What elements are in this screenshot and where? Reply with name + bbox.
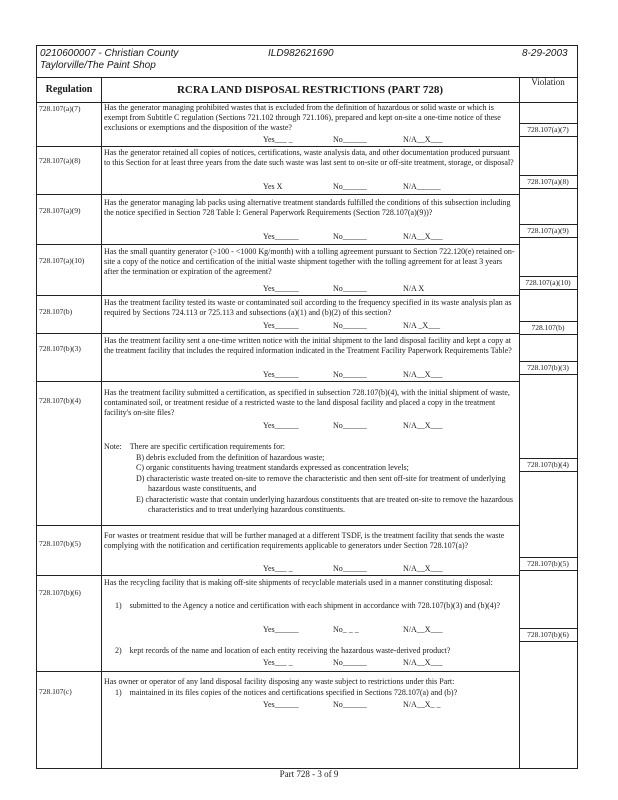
answer-no[interactable]: No_ _ _ [333,625,359,634]
answer-na[interactable]: N/A__X___ [403,564,443,573]
sub-number: 1) [115,688,122,697]
regulation-cite: 728.107(b)(3) [39,344,81,353]
question-text: Has the treatment facility submitted a certification, as specified in subsection 728.107(b)(4), with the initial shipment of waste, contaminated soil, or treatment residue of a restricted waste to the land disposal facility and placed a copy in the treatment facility's on-site files? [104,388,510,417]
question-text: Has the generator retained all copies of notices, certifications, waste analysis data, and other documentation produced pursuant to this Section for at least three years from the date such waste was last sent to on-site or off-site treatment, storage, or disposal? [104,148,514,167]
row-rule [37,244,519,245]
violation-cell[interactable]: 728.107(a)(7) [519,123,577,137]
regulation-table [36,77,578,769]
question-text: Has the generator managing lab packs using alternative treatment standards fulfilled the conditions of this subsection including the notice specified in Section 728 Table I: General Paperwork Requirements (Section 728.107(a)(9))? [104,198,511,217]
regulation-cite: 728.107(a)(10) [39,256,85,265]
row-rule [37,333,519,334]
question-text: Has the treatment facility sent a one-time written notice with the initial shipment to the land disposal facility and kept a copy at the treatment facility that includes the required information indicated in the Treatment Facility Paperwork Requirements Table? [104,336,512,355]
question-text: Has the recycling facility that is making off-site shipments of recyclable materials used in a manner constituting disposal: [104,578,493,587]
row-rule [37,671,519,672]
regulation-cite: 728.107(b)(6) [39,588,81,597]
question-text: Has owner or operator of any land disposal facility disposing any waste subject to restrictions under this Part: [104,677,455,686]
sub-text: maintained in its files copies of the notices and certifications specified in Sections 728.107(a) and (b)? [129,688,458,697]
facility-name: Taylorville/The Paint Shop [40,60,156,71]
answer-yes[interactable]: Yes______ [263,284,299,293]
regulation-cite: 728.107(c) [39,687,72,696]
note-item: D) characteristic waste treated on-site to remove the characteristic and then sent off-site for treatment of underlying hazardous waste constituents, and [136,473,506,493]
answer-na[interactable]: N/A__X___ [403,135,443,144]
violation-cell[interactable]: 728.107(a)(8) [519,175,577,189]
sub-text: submitted to the Agency a notice and certification with each shipment in accordance with 728.107(b)(3) and (b)(4)? [129,601,500,610]
row-rule [37,295,519,296]
question-text: Has the treatment facility tested its waste or contaminated soil according to the frequency specified in its waste analysis plan as required by Sections 724.113 or 725.113 and subsections (a)(1) and (b)(2) of this section? [104,298,512,317]
page-footer: Part 728 - 3 of 9 [279,769,339,779]
regulation-cite: 728.107(b) [39,307,73,316]
answer-yes[interactable]: Yes______ [263,232,299,241]
regulation-cite: 728.107(a)(7) [39,104,81,113]
row-rule [37,146,519,147]
sub-number: 1) [115,601,122,610]
question-text: Has the generator managing prohibited wastes that is excluded from the definition of hazardous or solid waste or which is exempt from Subtitle C regulation (Sections 721.102 through 721.106), prepared and kept on-site a one-time notice of these exclusions or exemptions and the disposition of the waste? [104,103,501,132]
note-item: C) organic constituents having treatment standards expressed as concentration levels; [136,463,409,472]
row-rule [37,575,519,576]
answer-yes[interactable]: Yes X [263,182,283,191]
section-title: RCRA LAND DISPOSAL RESTRICTIONS (PART 728) [176,84,443,96]
answer-no[interactable]: No______ [333,421,367,430]
question-text: Has the small quantity generator (>100 - <1000 Kg/month) with a tolling agreement pursuant to Section 722.120(e) retained on-site a copy of the notice and certification of the initial waste shipment together with the tolling agreement for at least 3 years after the termination or expiration of the agreement? [104,247,515,276]
sub-question [115,688,515,698]
answer-no[interactable]: No______ [333,321,367,330]
answer-no[interactable]: No______ [333,135,367,144]
violation-cell[interactable]: 728.107(a)(9) [519,224,577,238]
row-rule [37,381,519,382]
facility-id: 0210600007 - Christian County [40,48,179,59]
violation-cell[interactable]: 728.107(a)(10) [519,276,577,290]
row-rule [37,525,519,526]
regulation-heading: Regulation [45,84,93,95]
note-item: B) debris excluded from the definition of hazardous waste; [136,452,325,462]
note-label: Note: [104,442,122,451]
col-divider [101,78,102,768]
regulation-cite: 728.107(a)(9) [39,206,81,215]
answer-yes[interactable]: Yes______ [263,321,299,330]
answer-yes[interactable]: Yes______ [263,700,299,709]
answer-na[interactable]: N/A X [403,284,425,293]
answer-na[interactable]: N/A__X___ [403,625,443,634]
sub-question [115,601,515,611]
answer-yes[interactable]: Yes___ _ [263,564,293,573]
regulation-cite: 728.107(a)(8) [39,156,81,165]
answer-yes[interactable]: Yes___ _ [263,658,293,667]
inspection-date: 8-29-2003 [522,48,568,59]
answer-yes[interactable]: Yes______ [263,625,299,634]
epa-id: ILD982621690 [268,48,334,59]
answer-no[interactable]: No______ [333,658,367,667]
violation-heading: Violation [531,77,565,87]
answer-na[interactable]: N/A _X___ [403,321,441,330]
answer-na[interactable]: N/A__X___ [403,658,443,667]
answer-yes[interactable]: Yes___ _ [263,135,293,144]
answer-no[interactable]: No______ [333,232,367,241]
violation-cell[interactable]: 728.107(b)(3) [519,361,577,375]
answer-na[interactable]: N/A__X___ [403,370,443,379]
answer-no[interactable]: No______ [333,284,367,293]
note-intro: There are specific certification requirements for: [129,442,286,451]
sub-number: 2) [115,646,122,655]
answer-no[interactable]: No______ [333,564,367,573]
note-item: E) characteristic waste that contain underlying hazardous constituents that are treated on-site to remove the hazardous characteristics and to treat underlying hazardous constituents. [136,494,513,514]
answer-na[interactable]: N/A__X___ [403,232,443,241]
answer-no[interactable]: No______ [333,370,367,379]
sub-text: kept records of the name and location of each entity receiving the hazardous waste-derived product? [129,646,451,655]
violation-cell[interactable]: 728.107(b) [519,321,577,335]
answer-na[interactable]: N/A__X___ [403,421,443,430]
answer-no[interactable]: No______ [333,182,367,191]
question-text: For wastes or treatment residue that will be further managed at a different TSDF, is the treatment facility that sends the waste complying with the notification and certification requirements applicable to generators under Section 728.107(a)? [104,531,505,550]
violation-cell[interactable]: 728.107(b)(4) [519,458,577,472]
regulation-cite: 728.107(b)(5) [39,539,81,548]
row-rule [37,194,519,195]
answer-yes[interactable]: Yes______ [263,421,299,430]
answer-yes[interactable]: Yes______ [263,370,299,379]
regulation-cite: 728.107(b)(4) [39,396,81,405]
answer-na[interactable]: N/A______ [403,182,441,191]
answer-no[interactable]: No______ [333,700,367,709]
violation-cell[interactable]: 728.107(b)(6) [519,628,577,642]
sub-question [115,646,515,656]
violation-cell[interactable]: 728.107(b)(5) [519,557,577,571]
answer-na[interactable]: N/A__X_ _ [403,700,441,709]
note-block [104,442,516,516]
